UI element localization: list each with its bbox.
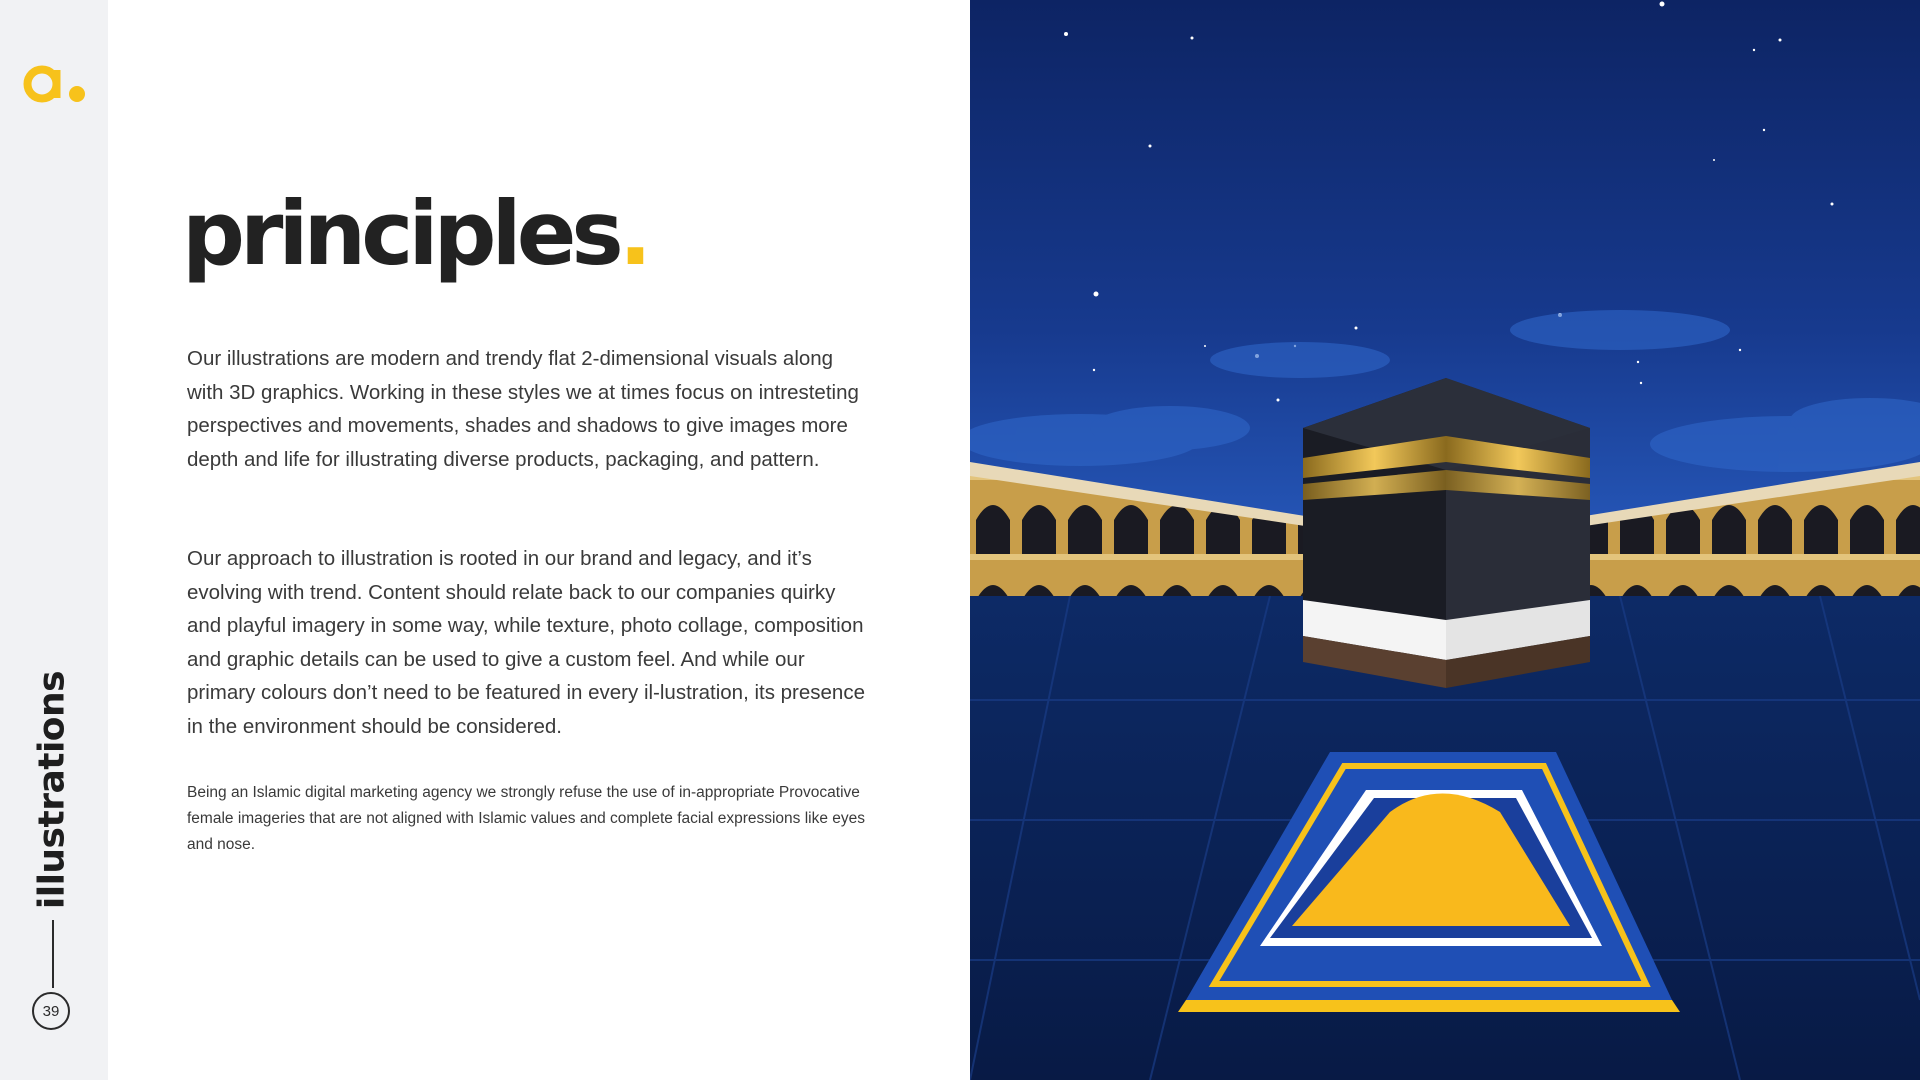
kaaba (1303, 378, 1590, 688)
paragraph-1: Our illustrations are modern and trendy flat 2-dimensional visuals along with 3D graphics. Working in these styles we at times focus on intresteting perspectives and movements, shades and shadows to give images more depth and life for illustrating diverse products, packaging, and pattern. (187, 347, 859, 471)
brand-logo-icon[interactable] (22, 64, 90, 104)
section-label: illustrations (31, 670, 73, 910)
page-title (182, 182, 653, 285)
page-number (32, 992, 70, 1030)
divider (52, 920, 54, 988)
kaaba-night-illustration (970, 0, 1920, 1080)
page-number-text: 39 (42, 1002, 60, 1020)
title-dot: . (618, 182, 653, 285)
illustration-panel (970, 0, 1920, 1080)
page-title-text: principles (182, 182, 619, 285)
sidebar (0, 0, 108, 1080)
paragraph-2: Our approach to illustration is rooted in our brand and legacy, and it’s evolving with trend. Content should relate back to our companies quirky and playful imagery in some way, while texture, photo collage, composition and graphic details can be used to give a custom feel. And while our primary colours don’t need to be featured in every il-lustration, its presence in the environment should be considered. (187, 547, 865, 738)
policy-note: Being an Islamic digital marketing agency we strongly refuse the use of in-appropriate Provocative female imageries that are not aligned with Islamic values and complete facial expressions like eyes and nose. (187, 784, 866, 853)
